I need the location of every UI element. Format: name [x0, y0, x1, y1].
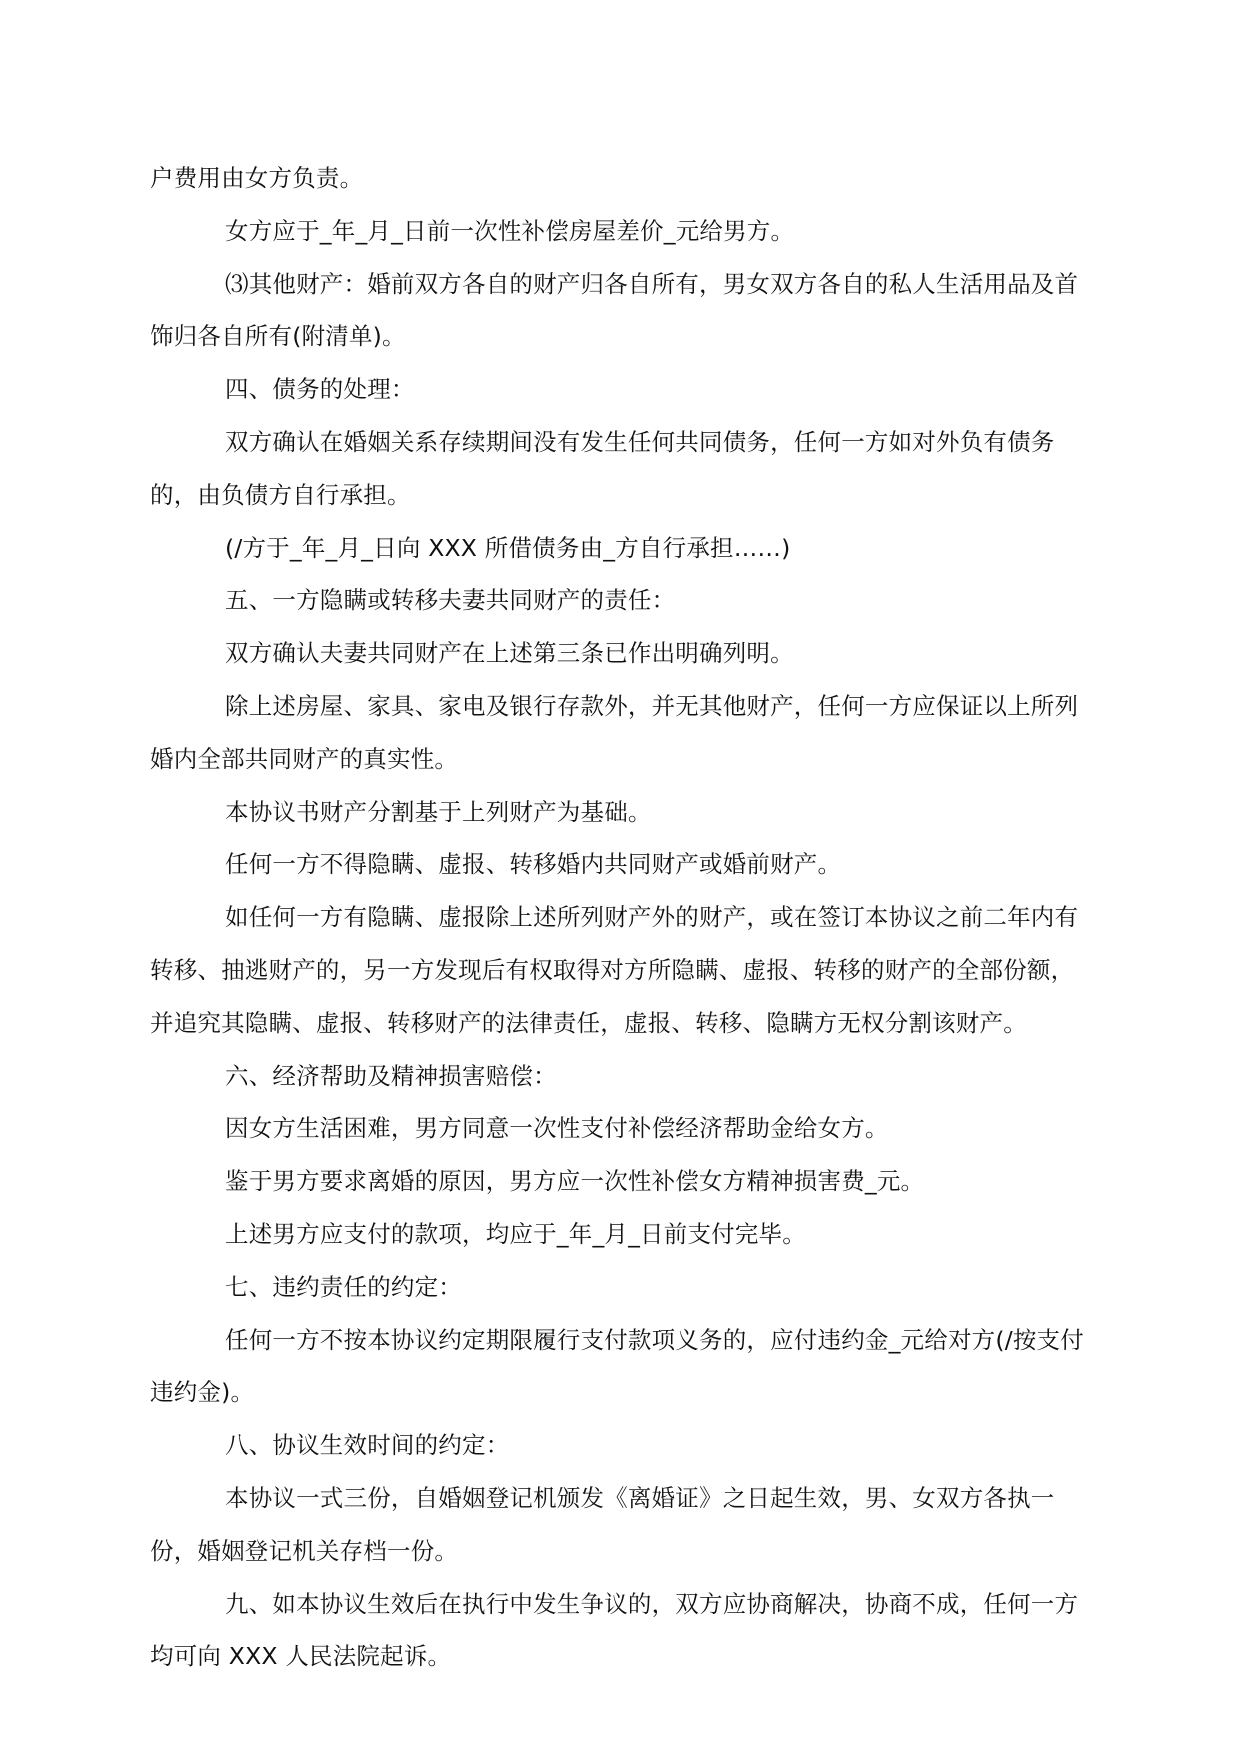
paragraph-other-property: ⑶其他财产：婚前双方各自的财产归各自所有，男女双方各自的私人生活用品及首饰归各自所有(附清单)。: [150, 269, 1079, 351]
paragraph-debt-confirmation: 双方确认在婚姻关系存续期间没有发生任何共同债务，任何一方如对外负有债务的，由负债方自行承担。: [150, 427, 1055, 509]
heading-effective-time: 八、协议生效时间的约定：: [225, 1431, 510, 1460]
paragraph-no-concealment: 任何一方不得隐瞒、虚报、转移婚内共同财产或婚前财产。: [225, 850, 842, 879]
paragraph-payment-deadline: 上述男方应支付的款项，均应于_年_月_日前支付完毕。: [225, 1219, 806, 1248]
heading-debt-handling: 四、债务的处理：: [225, 375, 415, 404]
paragraph-copies-effective: 本协议一式三份，自婚姻登记机颁发《离婚证》之日起生效，男、女双方各执一份，婚姻登记机关存档一份。: [150, 1483, 1055, 1565]
paragraph-breach-penalty: 任何一方不按本协议约定期限履行支付款项义务的，应付违约金_元给对方(/按支付违约金)。: [150, 1325, 1084, 1407]
heading-breach-liability: 七、违约责任的约定：: [225, 1272, 462, 1301]
paragraph-mental-damage: 鉴于男方要求离婚的原因，男方应一次性补偿女方精神损害费_元。: [225, 1167, 925, 1196]
heading-economic-help: 六、经济帮助及精神损害赔偿：: [225, 1061, 557, 1090]
document-body: [150, 152, 1090, 1683]
paragraph-debt-note: (/方于_年_月_日向 XXX 所借债务由_方自行承担……): [225, 533, 791, 562]
paragraph-property-listed: 双方确认夫妻共同财产在上述第三条已作出明确列明。: [225, 639, 794, 668]
paragraph-concealment-consequence: 如任何一方有隐瞒、虚报除上述所列财产外的财产，或在签订本协议之前二年内有转移、抽逃财产的，另一方发现后有权取得对方所隐瞒、虚报、转移的财产的全部份额，并追究其隐瞒、虚报、转移财产的法律责任，虚报、转移、隐瞒方无权分割该财产。: [150, 903, 1079, 1037]
paragraph-dispute-resolution: 九、如本协议生效后在执行中发生争议的，双方应协商解决，协商不成，任何一方均可向 XXX 人民法院起诉。: [150, 1589, 1079, 1671]
paragraph-division-basis: 本协议书财产分割基于上列财产为基础。: [225, 797, 652, 826]
paragraph-house-compensation: 女方应于_年_月_日前一次性补偿房屋差价_元给男方。: [225, 216, 795, 245]
paragraph-economic-help: 因女方生活困难，男方同意一次性支付补偿经济帮助金给女方。: [225, 1114, 889, 1143]
paragraph-continuation: 户费用由女方负责。: [150, 164, 364, 192]
heading-concealment-liability: 五、一方隐瞒或转移夫妻共同财产的责任：: [225, 586, 676, 615]
paragraph-no-other-property: 除上述房屋、家具、家电及银行存款外，并无其他财产，任何一方应保证以上所列婚内全部共同财产的真实性。: [150, 691, 1079, 773]
